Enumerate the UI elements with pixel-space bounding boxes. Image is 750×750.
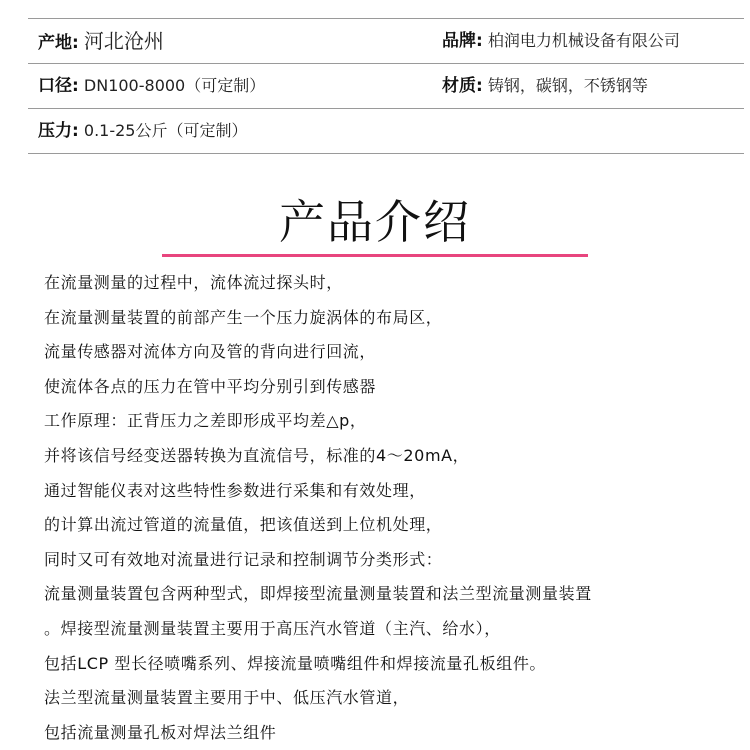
spec-material xyxy=(442,64,648,108)
spec-diameter-value: DN100-8000（可定制） xyxy=(83,76,266,95)
intro-line: 通过智能仪表对这些特性参数进行采集和有效处理， xyxy=(44,480,426,500)
spec-pressure-label: 压力: xyxy=(38,121,79,141)
spec-origin xyxy=(38,19,164,63)
intro-line: 同时又可有效地对流量进行记录和控制调节分类形式： xyxy=(44,549,443,569)
section-title: 产品介绍 xyxy=(279,195,471,249)
intro-line: 包括LCP 型长径喷嘴系列、焊接流量喷嘴组件和焊接流量孔板组件。 xyxy=(44,653,547,673)
spec-diameter xyxy=(38,64,265,108)
spec-table xyxy=(28,18,744,154)
intro-line: 并将该信号经变送器转换为直流信号，标准的4～20mA， xyxy=(44,445,470,465)
spec-brand-label: 品牌: xyxy=(442,31,483,51)
intro-body xyxy=(44,266,744,750)
title-underline xyxy=(162,254,588,257)
intro-line: 工作原理：正背压力之差即形成平均差△p， xyxy=(44,411,367,431)
intro-line: 在流量测量的过程中，流体流过探头时， xyxy=(44,273,343,292)
intro-line: 在流量测量装置的前部产生一个压力旋涡体的布局区， xyxy=(44,307,443,327)
intro-line: 的计算出流过管道的流量值，把该值送到上位机处理， xyxy=(44,515,443,535)
intro-line: 。焊接型流量测量装置主要用于高压汽水管道（主汽、给水）， xyxy=(44,618,501,638)
intro-line: 流量测量装置包含两种型式，即焊接型流量测量装置和法兰型流量测量装置 xyxy=(44,584,592,604)
spec-origin-label: 产地: xyxy=(38,33,79,53)
intro-line: 流量传感器对流体方向及管的背向进行回流， xyxy=(44,342,377,362)
intro-line: 使流体各点的压力在管中平均分别引到传感器 xyxy=(44,376,377,396)
intro-line: 包括流量测量孔板对焊法兰组件 xyxy=(44,722,277,742)
spec-row-pressure xyxy=(28,109,744,154)
intro-line: 法兰型流量测量装置主要用于中、低压汽水管道， xyxy=(44,688,410,708)
spec-material-value: 铸钢，碳钢，不锈钢等 xyxy=(487,76,648,95)
spec-diameter-label: 口径: xyxy=(38,76,79,96)
spec-origin-value: 河北沧州 xyxy=(83,29,164,53)
spec-pressure xyxy=(38,109,248,153)
spec-pressure-value: 0.1-25公斤（可定制） xyxy=(83,121,248,140)
spec-brand xyxy=(442,19,680,63)
spec-material-label: 材质: xyxy=(442,76,483,96)
spec-row-diameter-material xyxy=(28,64,744,109)
spec-brand-value: 柏润电力机械设备有限公司 xyxy=(487,31,680,50)
spec-row-origin-brand xyxy=(28,18,744,64)
